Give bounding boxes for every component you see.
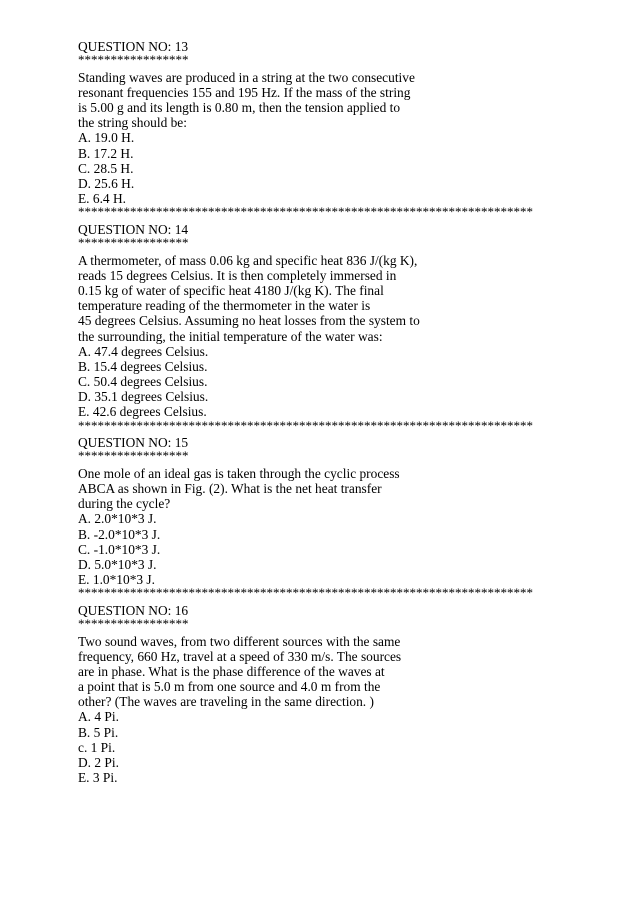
answer-option: B. -2.0*10*3 J. [78,526,161,542]
separator-line: ********************************************************************** [78,419,533,432]
question-stem-line: other? (The waves are traveling in the same direction. ) [78,694,374,710]
answer-option: A. 4 Pi. [78,709,119,725]
question-stem-line: is 5.00 g and its length is 0.80 m, then the tension applied to [78,100,401,116]
question-stem-line: Standing waves are produced in a string at the two consecutive [78,69,415,85]
question-stem-line: a point that is 5.0 m from one source and 4.0 m from the [78,679,381,695]
star-underline: ***************** [78,52,189,68]
question-stem-line: temperature reading of the thermometer in the water is [78,298,371,314]
question-14 [78,222,618,420]
question-stem-line: the string should be: [78,115,187,131]
question-stem-line: 0.15 kg of water of specific heat 4180 J/(kg K). The final [78,282,384,298]
answer-option: A. 19.0 H. [78,130,135,146]
answer-option: C. 28.5 H. [78,160,134,176]
question-stem-line: Two sound waves, from two different sources with the same [78,633,401,649]
question-stem-line: A thermometer, of mass 0.06 kg and specific heat 836 J/(kg K), [78,252,418,268]
star-underline: ***************** [78,235,189,251]
question-stem-line: resonant frequencies 155 and 195 Hz. If the mass of the string [78,84,411,100]
question-stem-line: ABCA as shown in Fig. (2). What is the net heat transfer [78,481,382,496]
question-16 [78,603,618,786]
answer-option: A. 2.0*10*3 J. [78,511,157,527]
question-stem-line: frequency, 660 Hz, travel at a speed of 330 m/s. The sources [78,648,402,664]
answer-option: E. 6.4 H. [78,191,126,207]
question-title: QUESTION NO: 15 [78,435,189,451]
answer-option: D. 5.0*10*3 J. [78,556,157,572]
star-underline: ***************** [78,448,189,464]
answer-option: C. 50.4 degrees Celsius. [78,374,208,390]
separator-line: ********************************************************************** [78,587,533,599]
question-stem-line: the surrounding, the initial temperature of the water was: [78,328,383,344]
separator-line: ********************************************************************** [78,206,533,218]
question-stem-line: One mole of an ideal gas is taken through the cyclic process [78,465,400,481]
question-title: QUESTION NO: 16 [78,602,189,618]
star-underline: ***************** [78,616,189,631]
answer-option: E. 3 Pi. [78,770,118,786]
answer-option: A. 47.4 degrees Celsius. [78,343,209,359]
answer-option: B. 15.4 degrees Celsius. [78,358,208,374]
question-title: QUESTION NO: 13 [78,39,189,54]
answer-option: E. 1.0*10*3 J. [78,572,155,588]
question-15 [78,435,618,587]
question-stem-line: are in phase. What is the phase difference of the waves at [78,663,385,679]
question-13 [78,39,618,206]
answer-option: c. 1 Pi. [78,739,116,755]
question-stem-line: reads 15 degrees Celsius. It is then completely immersed in [78,267,397,283]
question-title: QUESTION NO: 14 [78,221,189,237]
answer-option: B. 17.2 H. [78,145,134,161]
answer-option: E. 42.6 degrees Celsius. [78,404,207,420]
answer-option: C. -1.0*10*3 J. [78,541,161,557]
answer-option: D. 2 Pi. [78,755,119,770]
question-stem-line: 45 degrees Celsius. Assuming no heat losses from the system to [78,313,420,329]
question-stem-line: during the cycle? [78,496,171,512]
answer-option: B. 5 Pi. [78,724,119,740]
answer-option: D. 35.1 degrees Celsius. [78,389,209,405]
document-page [78,38,618,785]
answer-option: D. 25.6 H. [78,176,135,191]
